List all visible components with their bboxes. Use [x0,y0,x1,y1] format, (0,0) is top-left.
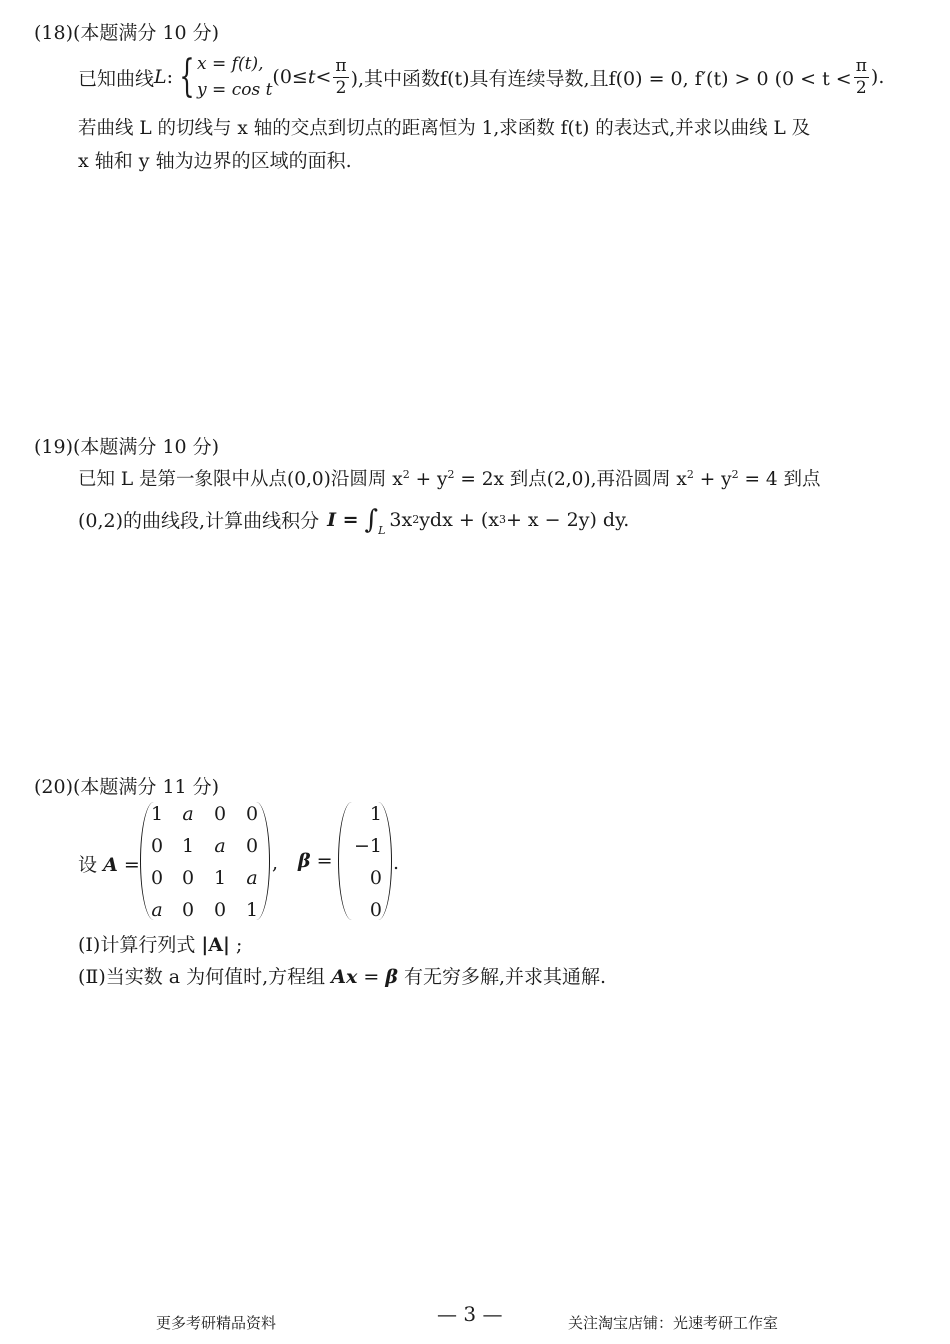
q19-line2-c: ydx + (x [419,508,499,531]
vector-beta-cell: 0 [369,899,382,921]
q18-frac2-den: 2 [855,77,867,98]
q19-sq2: 2 [447,468,455,481]
q18-header: (18)(本题满分 10 分) [34,22,220,44]
matrix-a-cell: 0 [181,867,195,889]
q20-A: A [103,854,118,876]
q19-line1 [78,465,820,491]
q20-part1-text: (Ⅰ)计算行列式 [78,934,196,956]
q20-part2 [78,962,606,989]
q18-line3: x 轴和 y 轴为边界的区域的面积. [78,150,352,172]
matrix-a-cell: 0 [245,835,259,857]
q19-sq3: 2 [686,468,694,481]
q18-frac-num: π [335,55,347,76]
matrix-a-cell: a [151,899,163,921]
q18-lead: 已知曲线 [78,67,155,90]
q19-line2-b: 3x [389,508,413,531]
q18-fraction-pi-over-2-end [854,55,869,98]
matrix-a-cell: 0 [245,803,259,825]
q18-line1 [78,52,884,102]
vector-beta-cell: 1 [369,803,382,825]
footer-right: 关注淘宝店铺：光速考研工作室 [568,1314,779,1332]
q20-set-label [78,850,140,877]
q20-period: . [393,852,400,874]
q18-frac-den: 2 [335,77,347,98]
q18-fraction-pi-over-2 [333,55,348,98]
matrix-a-cell: 0 [213,899,227,921]
matrix-a-cell: a [182,803,194,825]
vector-beta-cell: −1 [353,835,382,857]
q18-param-y: y = cos t [197,80,273,100]
q20-part2-b: 有无穷多解,并求其通解. [404,966,607,988]
q19-sq1: 2 [402,468,410,481]
q20-eq: = [123,854,140,876]
matrix-a-cell: 0 [181,899,195,921]
q20-beta-label [298,850,333,872]
q20-part2-eq: = [363,966,380,988]
q18-range-open: (0≤ [272,66,308,88]
q18-param-system [197,51,272,103]
q20-beta: β [298,850,311,872]
integral-icon: ∫ [364,504,379,535]
matrix-a-cell: 1 [150,803,164,825]
q20-part2-beta: β [385,966,398,988]
matrix-a-cell: a [214,835,226,857]
q19-line1-b: + y [409,469,448,490]
q19-line2-d: + x − 2y) dy. [505,508,630,531]
matrix-a-cell: 0 [150,867,164,889]
q18-frac2-num: π [855,55,867,76]
q18-curve-name: L [154,66,167,88]
q20-header: (20)(本题满分 11 分) [34,776,220,798]
left-brace-icon: { [179,51,195,102]
q19-int-sub: L [378,524,386,537]
q20-comma: , [272,852,279,874]
matrix-a-cell: 1 [213,867,227,889]
matrix-a-cell: 0 [150,835,164,857]
q19-sq4: 2 [731,468,739,481]
q18-colon: : [166,66,174,88]
q19-header: (19)(本题满分 10 分) [34,436,220,458]
q18-range-var: t [307,66,316,88]
q18-param-x: x = f(t), [197,54,264,74]
q20-part2-a: (Ⅱ)当实数 a 为何值时,方程组 [78,966,326,988]
q20-beta-eq: = [316,850,333,872]
q18-range-rest: ),其中函数f(t)具有连续导数,且f(0) = 0, f′(t) > 0 (0 < t < [350,67,852,90]
q20-det: |A| [201,934,230,956]
q20-Ax: Ax [331,966,358,988]
matrix-a-cell: 1 [245,899,259,921]
q20-part1 [78,930,242,957]
q20-part1-end: ; [236,934,243,956]
q18-range-lt: < [315,66,332,88]
q18-line2: 若曲线 L 的切线与 x 轴的交点到切点的距离恒为 1,求函数 f(t) 的表达式,并求以曲线 L 及 [78,118,811,139]
q18-end: ). [870,66,885,88]
q19-line2: (0,2)的曲线段,计算曲线积分 I = ∫ L 3x 2 ydx + (x 3 + x − 2y) dy. [78,504,630,537]
page-number: — 3 — [437,1302,503,1326]
matrix-a-cell: 1 [181,835,195,857]
q19-line1-e: = 4 到点 [738,469,821,490]
q19-line1-a: 已知 L 是第一象限中从点(0,0)沿圆周 x [78,469,403,490]
q19-line1-d: + y [693,469,732,490]
footer-left: 更多考研精品资料 [156,1314,277,1332]
matrix-a-cell: 0 [213,803,227,825]
vector-beta-cell: 0 [369,867,382,889]
q20-set: 设 [78,854,98,876]
q19-line1-c: = 2x 到点(2,0),再沿圆周 x [454,469,687,490]
q19-line2-a: (0,2)的曲线段,计算曲线积分 [78,510,320,532]
matrix-a-cell: a [246,867,258,889]
q19-i-eq: I = [327,508,359,531]
